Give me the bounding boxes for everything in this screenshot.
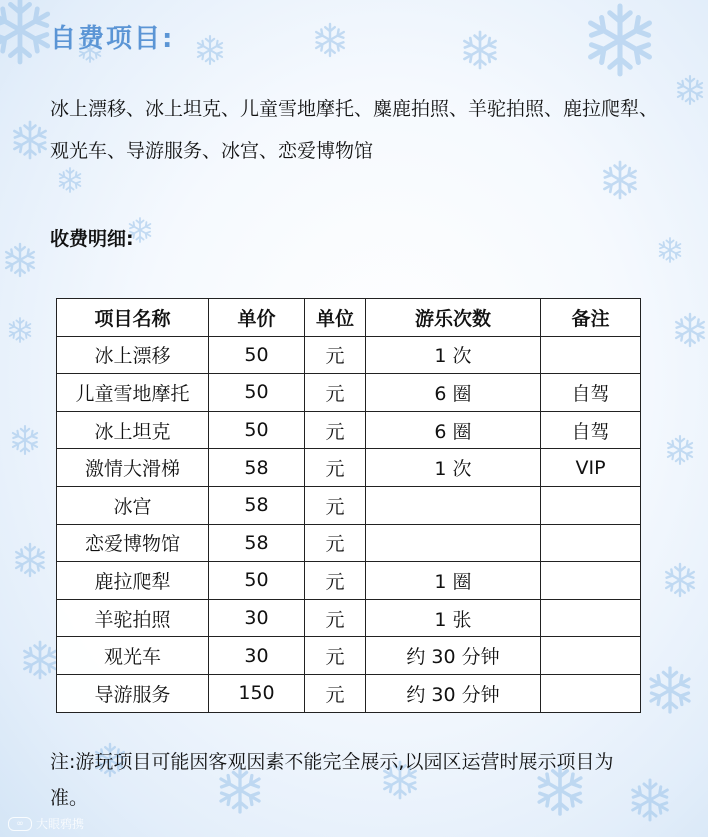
cell-play-count: 1 次 xyxy=(366,449,541,487)
watermark xyxy=(8,815,84,832)
cell-project-name: 导游服务 xyxy=(57,674,209,712)
cell-unit: 元 xyxy=(305,486,366,524)
cell-project-name: 恋爱博物馆 xyxy=(57,524,209,562)
table-row xyxy=(57,674,641,712)
cell-unit: 元 xyxy=(305,524,366,562)
cell-play-count xyxy=(366,486,541,524)
table-row xyxy=(57,449,641,487)
cell-unit-price: 58 xyxy=(209,486,305,524)
cell-unit: 元 xyxy=(305,374,366,412)
cell-play-count xyxy=(366,524,541,562)
cell-remarks xyxy=(541,562,641,600)
cell-play-count: 约 30 分钟 xyxy=(366,637,541,675)
table-header-row xyxy=(57,299,641,337)
cell-play-count: 1 次 xyxy=(366,336,541,374)
cell-remarks xyxy=(541,674,641,712)
cell-remarks: 自驾 xyxy=(541,411,641,449)
cell-project-name: 冰上坦克 xyxy=(57,411,209,449)
cell-project-name: 冰上漂移 xyxy=(57,336,209,374)
cell-unit-price: 150 xyxy=(209,674,305,712)
cell-unit: 元 xyxy=(305,411,366,449)
cell-remarks: VIP xyxy=(541,449,641,487)
cell-play-count: 6 圈 xyxy=(366,374,541,412)
cell-unit-price: 58 xyxy=(209,524,305,562)
cell-remarks xyxy=(541,524,641,562)
cell-play-count: 1 张 xyxy=(366,599,541,637)
self-paid-heading: 自费项目: xyxy=(50,24,175,54)
table-row xyxy=(57,336,641,374)
cell-unit: 元 xyxy=(305,599,366,637)
cell-unit: 元 xyxy=(305,637,366,675)
table-row xyxy=(57,524,641,562)
cell-project-name: 鹿拉爬犁 xyxy=(57,562,209,600)
cell-unit-price: 50 xyxy=(209,374,305,412)
header-unit-price: 单价 xyxy=(209,299,305,337)
cell-remarks: 自驾 xyxy=(541,374,641,412)
cell-project-name: 儿童雪地摩托 xyxy=(57,374,209,412)
cell-remarks xyxy=(541,637,641,675)
cell-unit: 元 xyxy=(305,449,366,487)
cell-unit-price: 50 xyxy=(209,336,305,374)
cell-project-name: 羊驼拍照 xyxy=(57,599,209,637)
fee-table xyxy=(56,298,641,713)
cell-unit: 元 xyxy=(305,674,366,712)
table-row xyxy=(57,599,641,637)
fee-details-heading: 收费明细: xyxy=(50,228,134,250)
table-row xyxy=(57,374,641,412)
project-list-text: 冰上漂移、冰上坦克、儿童雪地摩托、麋鹿拍照、羊驼拍照、鹿拉爬犁、观光车、导游服务、冰宫、恋爱博物馆 xyxy=(50,98,659,162)
cell-remarks xyxy=(541,599,641,637)
cell-remarks xyxy=(541,336,641,374)
cell-unit-price: 58 xyxy=(209,449,305,487)
cell-project-name: 观光车 xyxy=(57,637,209,675)
disclaimer-note: 注:游玩项目可能因客观因素不能完全展示,以园区运营时展示项目为准。 xyxy=(50,751,614,809)
cell-unit-price: 30 xyxy=(209,599,305,637)
cell-project-name: 激情大滑梯 xyxy=(57,449,209,487)
watermark-text: 大眼鸦携 xyxy=(36,817,85,831)
cell-unit-price: 50 xyxy=(209,562,305,600)
cell-unit-price: 50 xyxy=(209,411,305,449)
header-project-name: 项目名称 xyxy=(57,299,209,337)
cell-unit: 元 xyxy=(305,562,366,600)
table-row xyxy=(57,486,641,524)
cell-play-count: 约 30 分钟 xyxy=(366,674,541,712)
cell-unit: 元 xyxy=(305,336,366,374)
cell-play-count: 1 圈 xyxy=(366,562,541,600)
header-unit: 单位 xyxy=(305,299,366,337)
table-row xyxy=(57,411,641,449)
table-row xyxy=(57,637,641,675)
header-play-count: 游乐次数 xyxy=(366,299,541,337)
watermark-logo-icon: ∞ xyxy=(8,817,32,831)
header-remarks: 备注 xyxy=(541,299,641,337)
cell-unit-price: 30 xyxy=(209,637,305,675)
cell-remarks xyxy=(541,486,641,524)
table-row xyxy=(57,562,641,600)
cell-play-count: 6 圈 xyxy=(366,411,541,449)
cell-project-name: 冰宫 xyxy=(57,486,209,524)
